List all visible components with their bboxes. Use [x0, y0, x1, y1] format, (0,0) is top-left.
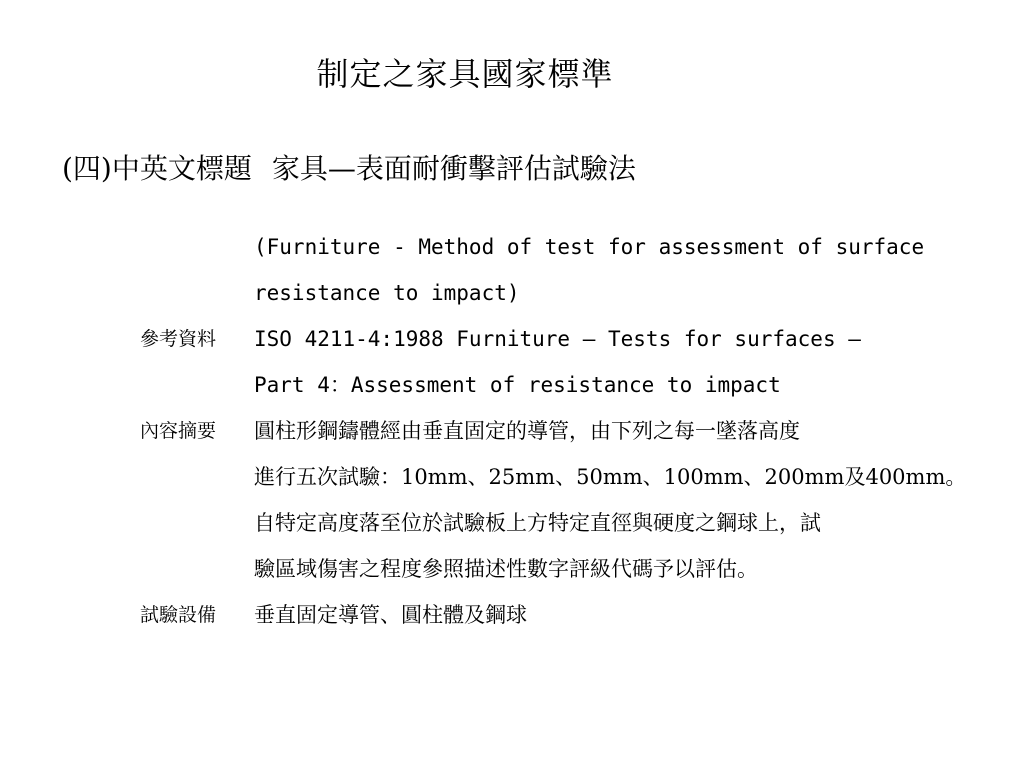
slide-title: 制定之家具國家標準: [316, 55, 614, 93]
section-heading-value: 家具—表面耐衝擊評估試驗法: [271, 152, 636, 185]
english-title-line: resistance to impact): [254, 281, 520, 305]
summary-line: 自特定高度落至位於試驗板上方特定直徑與硬度之鋼球上，試: [254, 511, 821, 535]
summary-block: [140, 408, 980, 592]
reference-lines: [254, 316, 861, 408]
section-heading: [62, 150, 636, 188]
reference-line: ISO 4211-4:1988 Furniture — Tests for surfaces —: [254, 327, 861, 351]
reference-label: 參考資料: [140, 328, 217, 350]
english-title-line: (Furniture - Method of test for assessment of surface: [254, 235, 925, 259]
section-heading-label: (四)中英文標題: [62, 152, 252, 185]
equipment-lines: [254, 592, 527, 638]
equipment-block: [140, 592, 980, 638]
summary-line: 進行五次試驗：10mm、25mm、50mm、100mm、200mm及400mm。: [254, 465, 967, 489]
equipment-line: 垂直固定導管、圓柱體及鋼球: [254, 603, 527, 627]
reference-block: [140, 316, 980, 408]
english-title-block: [140, 224, 980, 316]
english-title-lines: [254, 224, 924, 316]
summary-lines: [254, 408, 966, 592]
summary-line: 圓柱形鋼鑄體經由垂直固定的導管，由下列之每一墜落高度: [254, 419, 800, 443]
summary-line: 驗區域傷害之程度參照描述性數字評級代碼予以評估。: [254, 557, 758, 581]
summary-label: 內容摘要: [140, 420, 217, 442]
reference-line: Part 4：Assessment of resistance to impact: [254, 373, 781, 397]
equipment-label: 試驗設備: [140, 604, 217, 626]
